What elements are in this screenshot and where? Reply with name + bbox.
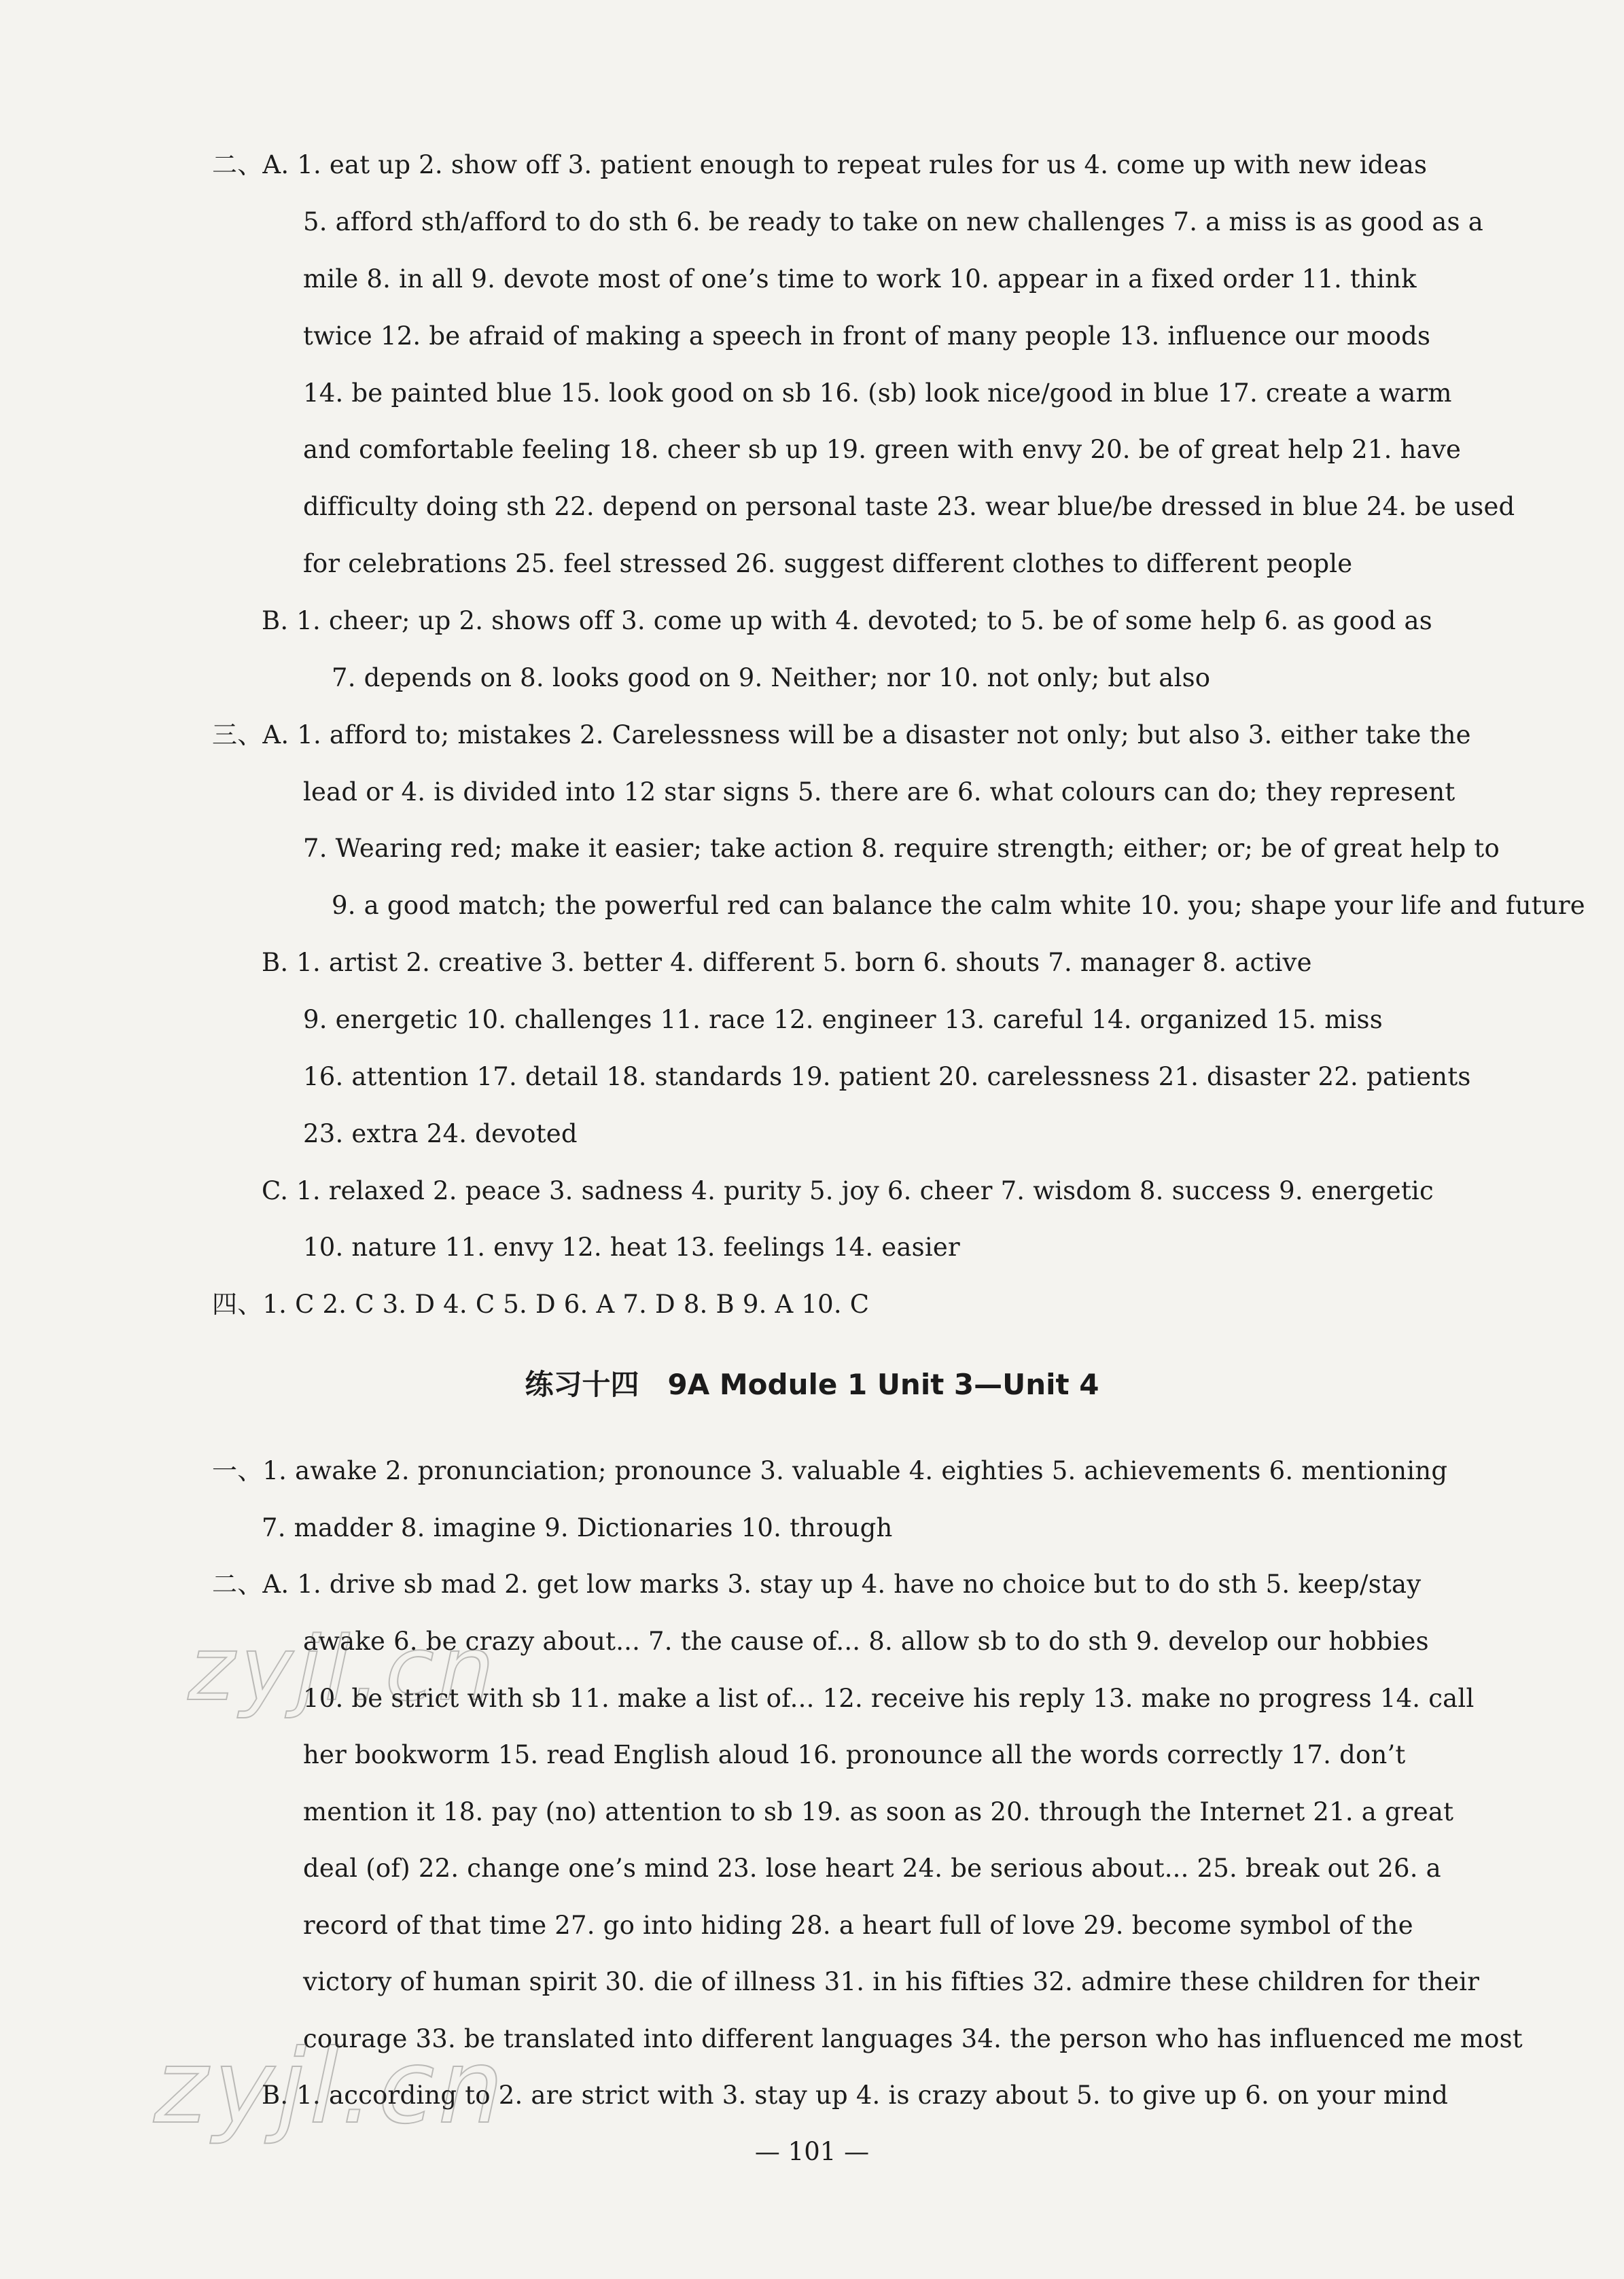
answer-line: 23. extra 24. devoted — [303, 1119, 578, 1148]
answer-line: 7. madder 8. imagine 9. Dictionaries 10. through — [262, 1513, 893, 1542]
answer-line: mention it 18. pay (no) attention to sb 19. as soon as 20. through the Internet 21. a great — [303, 1797, 1454, 1826]
answer-line: B. 1. according to 2. are strict with 3. stay up 4. is crazy about 5. to give up 6. on your mind — [262, 2081, 1449, 2110]
answer-line: difficulty doing sth 22. depend on personal taste 23. wear blue/be dressed in blue 24. be used — [303, 492, 1515, 521]
watermark-logo: zyjl.cn — [143, 2028, 521, 2146]
answer-line: record of that time 27. go into hiding 28. a heart full of love 29. become symbol of the — [303, 1911, 1413, 1940]
watermark-logo: zyjl.cn — [179, 1617, 510, 1720]
answer-line: B. 1. artist 2. creative 3. better 4. different 5. born 6. shouts 7. manager 8. active — [262, 948, 1312, 977]
answer-line: 10. nature 11. envy 12. heat 13. feelings 14. easier — [303, 1233, 960, 1262]
answer-line: 7. Wearing red; make it easier; take action 8. require strength; either; or; be of great help to — [303, 834, 1500, 863]
answer-line: mile 8. in all 9. devote most of one’s time to work 10. appear in a fixed order 11. think — [303, 264, 1417, 294]
answer-line: awake 6. be crazy about... 7. the cause of... 8. allow sb to do sth 9. develop our hobbies — [303, 1627, 1429, 1656]
answer-line: victory of human spirit 30. die of illness 31. in his fifties 32. admire these children for their — [303, 1967, 1480, 1996]
answer-line: her bookworm 15. read English aloud 16. pronounce all the words correctly 17. don’t — [303, 1740, 1406, 1769]
answer-line: 四、1. C 2. C 3. D 4. C 5. D 6. A 7. D 8. B 9. A 10. C — [212, 1290, 870, 1319]
page-number: — 101 — — [754, 2137, 870, 2166]
answer-line: 14. be painted blue 15. look good on sb 16. (sb) look nice/good in blue 17. create a warm — [303, 378, 1452, 408]
answer-line: and comfortable feeling 18. cheer sb up 19. green with envy 20. be of great help 21. have — [303, 435, 1462, 464]
answer-line: 7. depends on 8. looks good on 9. Neither; nor 10. not only; but also — [332, 663, 1211, 692]
answer-line: 二、A. 1. drive sb mad 2. get low marks 3. stay up 4. have no choice but to do sth 5. keep/stay — [212, 1570, 1422, 1599]
section-heading: 练习十四 9A Module 1 Unit 3—Unit 4 — [525, 1368, 1099, 1401]
answer-line: courage 33. be translated into different languages 34. the person who has influenced me most — [303, 2024, 1523, 2053]
answer-line: 一、1. awake 2. pronunciation; pronounce 3. valuable 4. eighties 5. achievements 6. mentioning — [212, 1456, 1448, 1485]
answer-line: 三、A. 1. afford to; mistakes 2. Carelessness will be a disaster not only; but also 3. either take the — [212, 720, 1471, 749]
answer-line: 二、A. 1. eat up 2. show off 3. patient enough to repeat rules for us 4. come up with new ideas — [212, 150, 1428, 179]
answer-line: deal (of) 22. change one’s mind 23. lose heart 24. be serious about... 25. break out 26. a — [303, 1854, 1441, 1883]
answer-line: twice 12. be afraid of making a speech in front of many people 13. influence our moods — [303, 321, 1431, 351]
answer-line: for celebrations 25. feel stressed 26. suggest different clothes to different people — [303, 549, 1353, 578]
answer-line: 16. attention 17. detail 18. standards 19. patient 20. carelessness 21. disaster 22. patients — [303, 1062, 1471, 1091]
answer-line: 5. afford sth/afford to do sth 6. be ready to take on new challenges 7. a miss is as good as a — [303, 207, 1483, 236]
answer-line: C. 1. relaxed 2. peace 3. sadness 4. purity 5. joy 6. cheer 7. wisdom 8. success 9. energetic — [262, 1176, 1434, 1205]
answer-line: B. 1. cheer; up 2. shows off 3. come up with 4. devoted; to 5. be of some help 6. as good as — [262, 606, 1432, 635]
answer-line: 10. be strict with sb 11. make a list of... 12. receive his reply 13. make no progress 14. call — [303, 1684, 1475, 1713]
answer-line: lead or 4. is divided into 12 star signs 5. there are 6. what colours can do; they represent — [303, 777, 1455, 807]
answer-line: 9. a good match; the powerful red can balance the calm white 10. you; shape your life and future — [332, 891, 1585, 920]
answer-line: 9. energetic 10. challenges 11. race 12. engineer 13. careful 14. organized 15. miss — [303, 1005, 1383, 1034]
